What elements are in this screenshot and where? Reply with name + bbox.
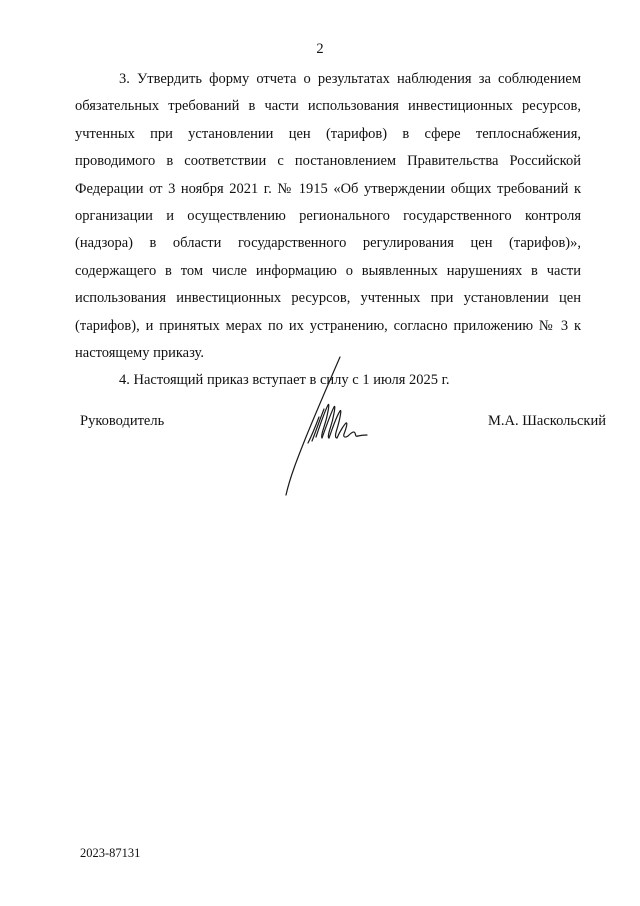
paragraph-item-3: 3. Утвердить форму отчета о результатах наблюдения за соблюдением обязательных требований в части использования инвестиционных ресурсов, учтенных при установлении цен (тарифов) в сфере теплоснабжения, проводимого в соответствии с постановлением Правительства Российской Федерации от 3 ноября 2021 г. № 1915 «Об утверждении общих требований к организации и осуществлению регионального государственного контроля (надзора) в области государственного регулирования цен (тарифов)», содержащего в том числе информацию о выявленных нарушениях в части использования инвестиционных ресурсов, учтенных при установлении цен (тарифов), и принятых мерах по их устранению, согласно приложению № 3 к настоящему приказу. [75,71,581,362]
paragraph-item-4: 4. Настоящий приказ вступает в силу с 1 июля 2025 г. [119,372,450,389]
page-number: 2 [316,41,324,57]
signer-position-title: Руководитель [80,413,165,429]
signer-name: М.А. Шаскольский [488,413,606,429]
handwritten-signature [272,355,382,500]
document-body [75,66,581,395]
document-id: 2023-87131 [80,846,141,860]
